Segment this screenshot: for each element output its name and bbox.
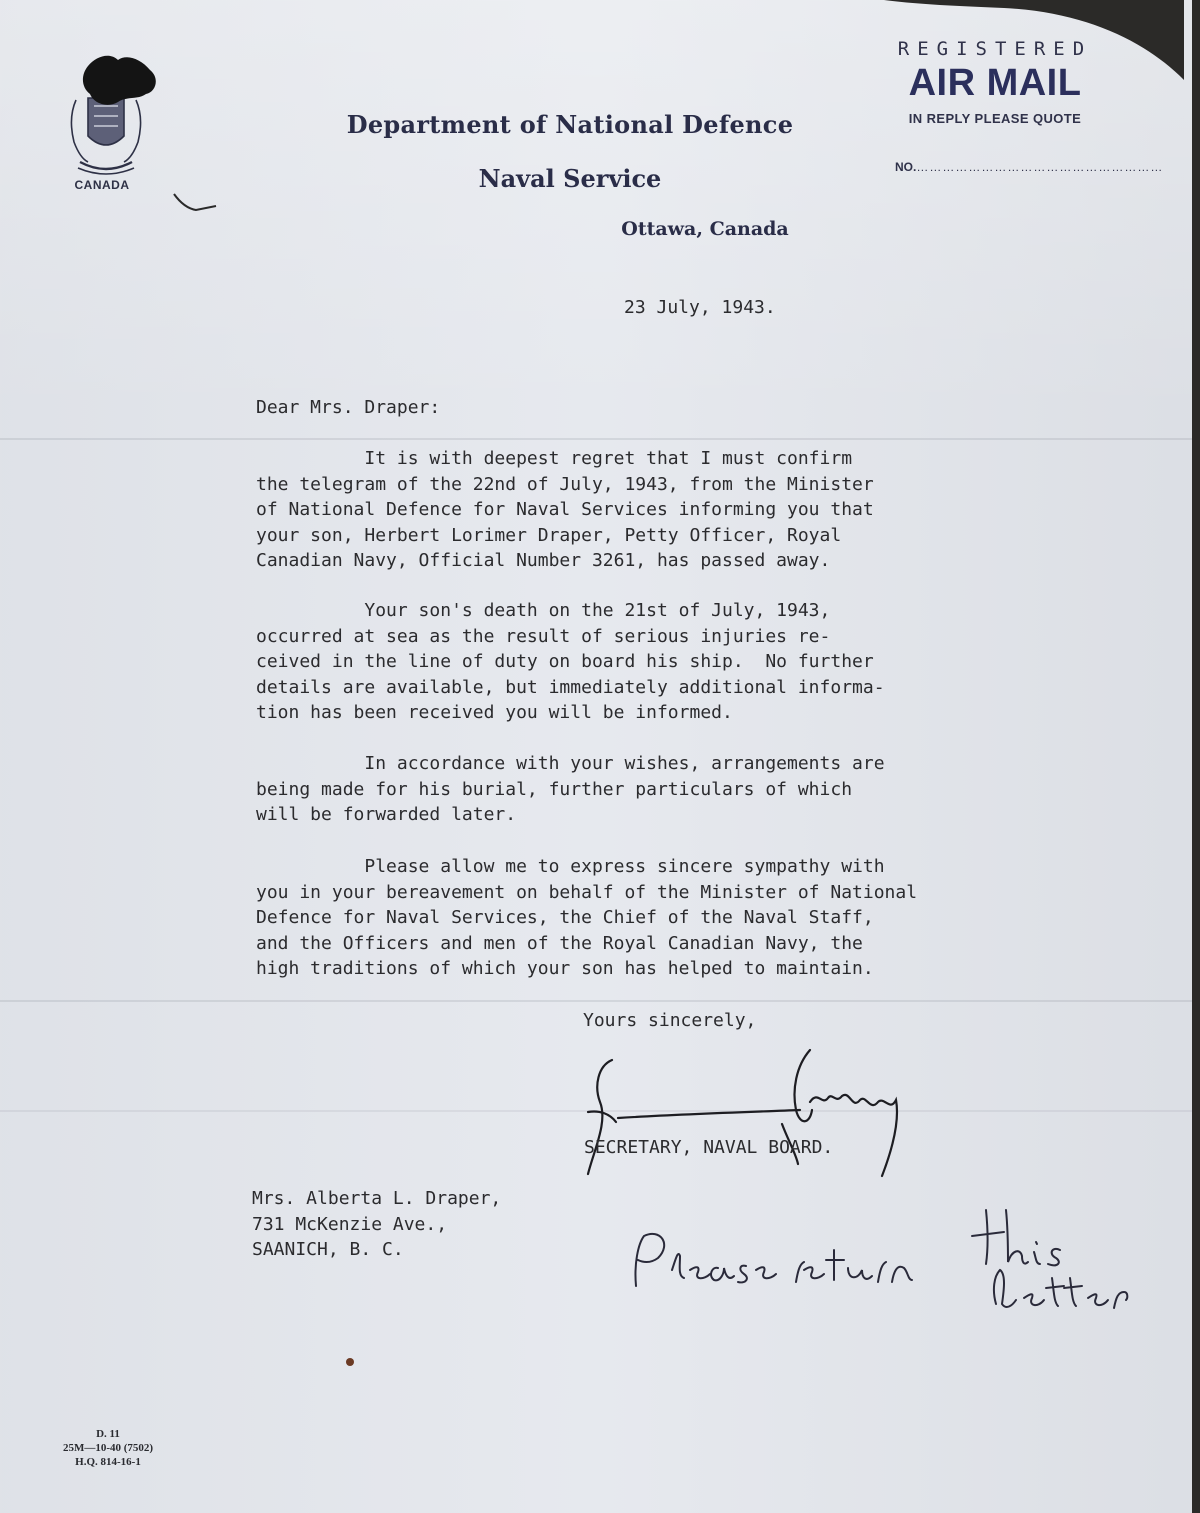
reference-number-line: NO.………………………………………………… — [895, 160, 1164, 174]
body-paragraph: In accordance with your wishes, arrangements are being made for his burial, further particulars of which will be forwarded later. — [256, 753, 885, 826]
reply-quote-label: IN REPLY PLEASE QUOTE — [908, 111, 1082, 126]
ink-spot — [346, 1358, 354, 1366]
air-mail-label: AIR MAIL — [908, 62, 1082, 104]
body-paragraph: It is with deepest regret that I must confirm the telegram of the 22nd of July, 1943, from the Minister of National Defence for Naval Services informing you that your son, Herbert Lorimer Draper, Petty Officer, Royal Canadian Navy, Official Number 3261, has passed away. — [256, 448, 874, 572]
signatory-title: SECRETARY, NAVAL BOARD. — [584, 1137, 834, 1158]
body-paragraph: Your son's death on the 21st of July, 1943, occurred at sea as the result of serious injuries re- ceived in the line of duty on board his ship. No further details are available, but immediately additional informa- tion has been received you will be informed. — [256, 600, 885, 724]
recipient-address: Mrs. Alberta L. Draper, 731 McKenzie Ave., SAANICH, B. C. — [252, 1188, 502, 1261]
form-code-line: 25M—10-40 (7502) — [62, 1442, 154, 1454]
handwritten-note — [620, 1200, 1160, 1330]
form-code — [58, 1427, 158, 1469]
location-heading: Ottawa, Canada — [621, 218, 789, 240]
form-code-line: D. 11 — [96, 1428, 120, 1440]
fold-line — [0, 438, 1192, 440]
fold-line — [0, 1000, 1192, 1002]
crest-label: CANADA — [74, 178, 130, 192]
form-code-line: H.Q. 814-16-1 — [75, 1456, 141, 1468]
salutation: Dear Mrs. Draper: — [256, 397, 441, 418]
mail-stamp-block — [860, 38, 1130, 126]
letter-date: 23 July, 1943. — [624, 297, 776, 318]
ink-mark — [170, 190, 220, 220]
service-heading: Naval Service — [478, 164, 662, 193]
registered-label: REGISTERED — [897, 38, 1093, 60]
closing: Yours sincerely, — [583, 1010, 757, 1031]
department-heading: Department of National Defence — [346, 110, 794, 139]
paper-hole-tear — [60, 48, 170, 128]
body-paragraph: Please allow me to express sincere sympathy with you in your bereavement on behalf of the Minister of National Defence for Naval Services, the Chief of the Naval Staff, and the Officers and men of the Royal Canadian Navy, the high traditions of which your son has helped to maintain. — [256, 856, 918, 980]
handwritten-signature — [560, 1040, 920, 1190]
reference-number-label: NO. — [895, 160, 917, 174]
